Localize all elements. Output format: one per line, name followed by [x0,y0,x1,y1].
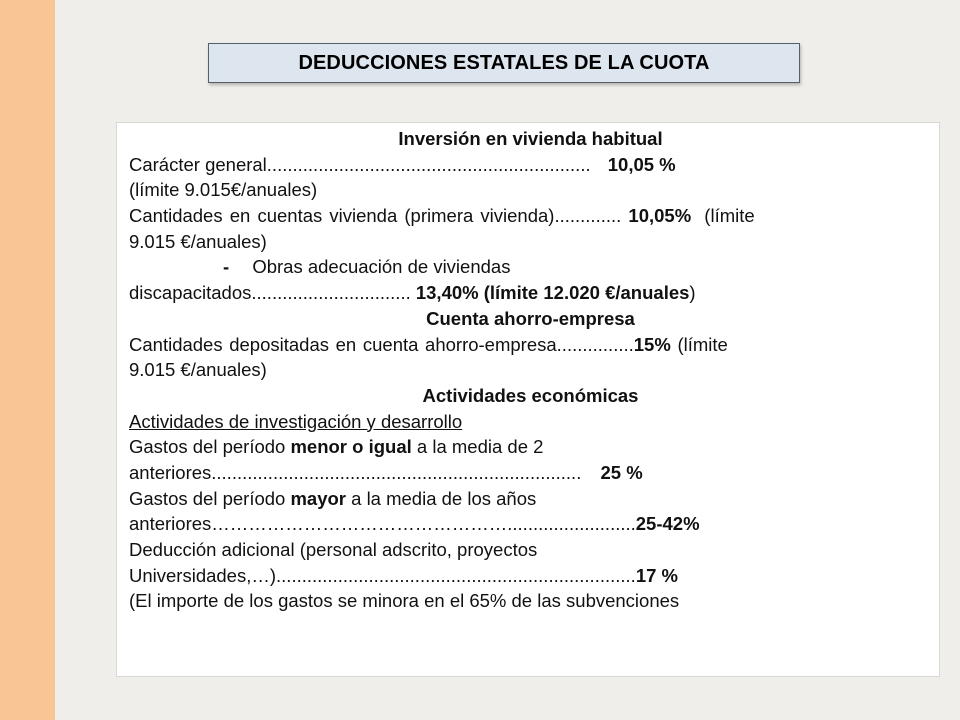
discapacitados-close: ) [689,282,696,304]
side-accent-band [0,0,55,720]
obras-text: Obras adecuación de viviendas [252,256,511,278]
ahorro-empresa-percent: 15% [633,333,671,355]
line-ahorro-limit: 9.015 €/anuales) [129,359,267,381]
section-heading-vivienda: Inversión en vivienda habitual [398,128,663,149]
cuentas-vivienda-limite: (límite [704,205,755,227]
gastos-menor-bold: menor o igual [290,436,412,458]
subheading-id: Actividades de investigación y desarrollo [129,410,463,432]
cuentas-vivienda-percent: 10,05% [628,205,692,227]
line-discapacitados [129,280,932,306]
line-obras-adecuacion [129,254,932,280]
obras-dash: - [223,256,230,278]
line-gastos-menor-2 [129,460,932,486]
line-nota-subvenciones: (El importe de los gastos se minora en el 65% de las subvenciones [129,590,680,612]
gastos-mayor-b: a la media de los años [351,487,537,509]
caracter-general-text: Carácter general............................................................... [129,153,591,175]
slide-title-text: DEDUCCIONES ESTATALES DE LA CUOTA [298,51,710,74]
universidades-percent: 17 [635,564,657,586]
line-ahorro-empresa [129,332,932,358]
ahorro-empresa-text: Cantidades depositadas en cuenta ahorro-empresa............... [129,333,634,355]
section-heading-ahorro: Cuenta ahorro-empresa [426,307,635,329]
discapacitados-percent: 13,40% (límite 12.020 €/anuales [415,282,690,304]
line-cuentas-limit: 9.015 €/anuales) [129,230,267,252]
universidades-text: Universidades,…)...................................................................... [129,564,636,586]
line-universidades [129,563,932,589]
line-gastos-mayor-2 [129,511,932,537]
universidades-percent-sign: % [661,564,678,586]
gastos-menor-dots: anteriores........................................................................ [129,461,582,483]
line-gastos-menor [129,434,932,460]
content-box [116,122,940,677]
gastos-menor-percent: 25 % [600,461,643,483]
cuentas-vivienda-text: Cantidades en cuentas vivienda (primera vivienda)............. [129,205,622,227]
slide-title [208,43,800,83]
line-general-limit: (límite 9.015€/anuales) [129,179,318,201]
line-caracter-general [129,152,932,178]
ahorro-empresa-limite: (límite [677,333,728,355]
gastos-mayor-dots: anteriores…………………………………………......................... [129,513,636,535]
gastos-menor-a: Gastos del período [129,436,286,458]
caracter-general-percent: 10,05 % [607,153,676,175]
gastos-mayor-percent: 25-42% [635,513,700,535]
gastos-mayor-a: Gastos del período [129,487,286,509]
discapacitados-text: discapacitados............................... [129,282,411,304]
gastos-menor-b: a la media de 2 [416,436,544,458]
line-deduccion-adicional: Deducción adicional (personal adscrito, proyectos [129,539,538,560]
section-heading-economicas: Actividades económicas [422,384,639,406]
line-cuentas-vivienda [129,203,932,229]
gastos-mayor-bold: mayor [290,487,346,509]
line-gastos-mayor [129,486,932,512]
